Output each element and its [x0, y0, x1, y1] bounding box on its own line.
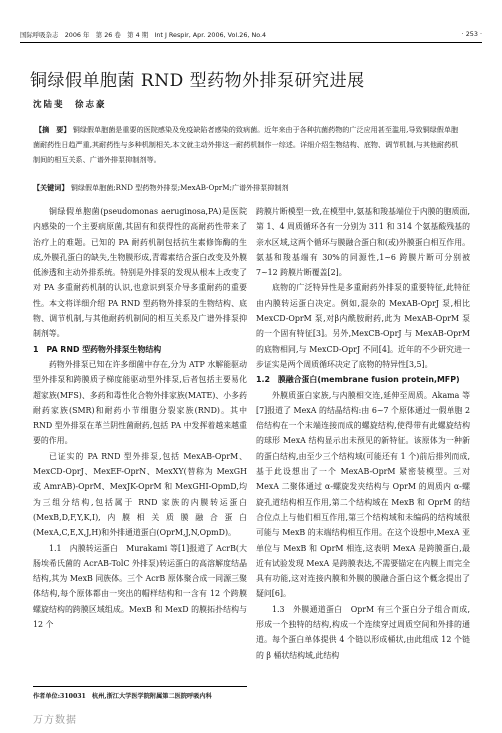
paragraph: 1.3 外膜通道蛋白 OprM 有三个蛋白分子组合而成,形成一个独特的结构,构成一个连续穿过周质空间和外排的通道。每个蛋白单体提供 4 个链以形成桶状,由此组成 12 个链的 β 桶状结构域,此结构 [256, 604, 470, 660]
paragraph: 已证实的 PA RND 型外排泵,包括 MexAB-OprM、MexCD-OprJ、MexEF-OprN、MexXY(替称为 MexGH 或 AmrAB)-OprM、MexJK-OprM 和 MexGHI-OpmD,均为三组分结构,包括属于 RND 家族的内膜转运蛋白(MexB,D,F,Y,K,I),内膜相关质膜融合蛋白(MexA,C,E,X,J,H)和外排通道蛋白(OprM,J,N,OpmD)。 [33, 451, 247, 538]
paragraph: 铜绿假单胞菌(pseudomonas aeruginosa,PA)是医院内感染的一个主要病原菌,其固有和获得性的高耐药性带来了治疗上的难题。已知的 PA 耐药机制包括抗生素修饰酶的生成,外膜孔蛋白的缺失,生物膜形成,青霉素结合蛋白改变及外膜低渗透和主动外排系统。特别是外排泵的发现从根本上改变了对 PA 多重耐药机制的认识,也意识到泵介导多重耐药的重要性。本文将详细介绍 PA RND 型药物外排泵的生物结构、底物、调节机制,与其他耐药机制间的相互关系及广谱外排泵抑制剂等。 [33, 207, 247, 339]
author-affiliation-footnote: 作者单位:310031 杭州,浙江大学医学院附属第二医院呼吸内科 [33, 686, 247, 702]
abstract-text: 铜绿假单胞菌是重要的医院感染及免疫缺陷者感染的致病菌。近年来由于各种抗菌药物的广泛应用甚至滥用,导致铜绿假单胞菌耐药性日趋严重,其耐药性与多种机制相关,本文就主动外排这一耐药机制作一综述。详细介绍生物结构、底物、调节机制,与其他耐药机制间的相互关系、广谱外排泵抑制剂等。 [33, 125, 459, 165]
authors: 沈陆斐 徐志豪 [33, 100, 107, 110]
journal-info: 国际呼吸杂志 2006 年 第 26 卷 第 4 期 Int J Respir, Apr. 2006, Vol.26, No.4 [20, 31, 267, 39]
watermark: 万方数据 [33, 715, 77, 726]
keywords-label: 【关键词】 [33, 183, 69, 192]
paragraph: 1.1 内膜转运蛋白 Murakami 等[1]报道了 AcrB(大肠埃希氏菌的 AcrAB-TolC 外排泵)转运蛋白的高溶解度结晶结构,其为 MexB 同族体。三个 AcrB 原体聚合成一同源三聚体结构,每个原体都由一突出的帽样结构和一含有 12 个跨膜螺旋结构的跨膜区域组成。MexB 和 MexD 的膜拓扑结构与 12 个 [33, 543, 247, 630]
article-title: 铜绿假单胞菌 RND 型药物外排泵研究进展 [30, 71, 365, 91]
section-heading: 1 PA RND 型药物外排泵生物结构 [33, 344, 162, 354]
right-column [256, 204, 470, 663]
subsection-heading: 1.2 膜融合蛋白(membrane fusion protein,MFP) [256, 375, 460, 385]
keywords [33, 182, 465, 194]
page-number: · 253 · [461, 30, 482, 38]
left-column [33, 204, 247, 632]
paragraph: 跨膜片断模型一致,在模型中,氨基和羧基端位于内膜的胞质面,第 1、4 周质循环各有一分别为 311 和 314 个氨基酸残基的亲水区域,这两个循环与膜融合蛋白和(或)外膜蛋白相互作用。氨基和羧基端有 30%的同源性,1~6 跨膜片断可分别被 7~12 跨膜片断覆盖[2]。 [256, 207, 470, 278]
abstract [33, 122, 465, 168]
paragraph: 药物外排泵已知在许多细菌中存在,分为 ATP 水解能驱动型外排泵和跨膜质子梯度能驱动型外排泵,后者包括主要易化超家族(MFS)、多药和毒性化合物外排家族(MATE)、小多药耐药家族(SMR)和耐药小节细胞分裂家族(RND)。其中 RND 型外排泵在革兰阴性菌耐药,包括 PA 中发挥着越来越重要的作用。 [33, 359, 247, 446]
paragraph: 底物的广泛特异性是多重耐药外排泵的重要特征,此特征由内膜转运蛋白决定。例如,混杂的 MexAB-OprJ 泵,相比 MexCD-OprM 泵,对β内酰胺耐药,此为 MexAB-OprM 泵的一个固有特征[3]。另外,MexCB-OprJ 与 MexAB-OprM 的底物相同,与 MexCD-OprJ 不同[4]。近年的不少研究进一步证实是两个周质循环决定了底物的特异性[3,5]。 [256, 283, 470, 369]
abstract-label: 【摘 要】 [35, 125, 71, 134]
paragraph: 外膜质蛋白家族,与内膜相交连,延伸至周质。Akama 等[7]报道了 MexA 的结晶结构:由 6~7 个原体通过一假单胞 2 倍结构在一个末端连接而成的螺旋结构,使得带有此螺旋结构的球形 MexA 结构显示出未预见的新特征。该原体为一种新的蛋白结构,由至少三个结构域(可能还有 1 个)前后排列而成,基于此设想出了一个 MexAB-OprM 紧密装模型。三对 MexA 二聚体通过 α-螺旋发夹结构与 OprM 的周质内 α-螺旋孔道结构相互作用,第二个结构域在 MexB 和 OprM 的结合位点上与他们相互作用,第三个结构域和未编码的结构域很可能与 MexB 的末端结构相互作用。在这个设想中,MexA 亚单位与 MexB 和 OprM 相连,这表明 MexA 是跨膜蛋白,最近有试验发现 MexA 是跨膜表达,不需要锚定在内膜上而完全具有功能,这对连接内膜和外膜的膜融合蛋白这个概念提出了疑问[6]。 [256, 390, 470, 599]
running-head [20, 28, 482, 43]
keywords-text: 铜绿假单胞菌;RND 型药物外排泵;MexAB-OprM;广谱外排泵抑制剂 [70, 183, 289, 192]
